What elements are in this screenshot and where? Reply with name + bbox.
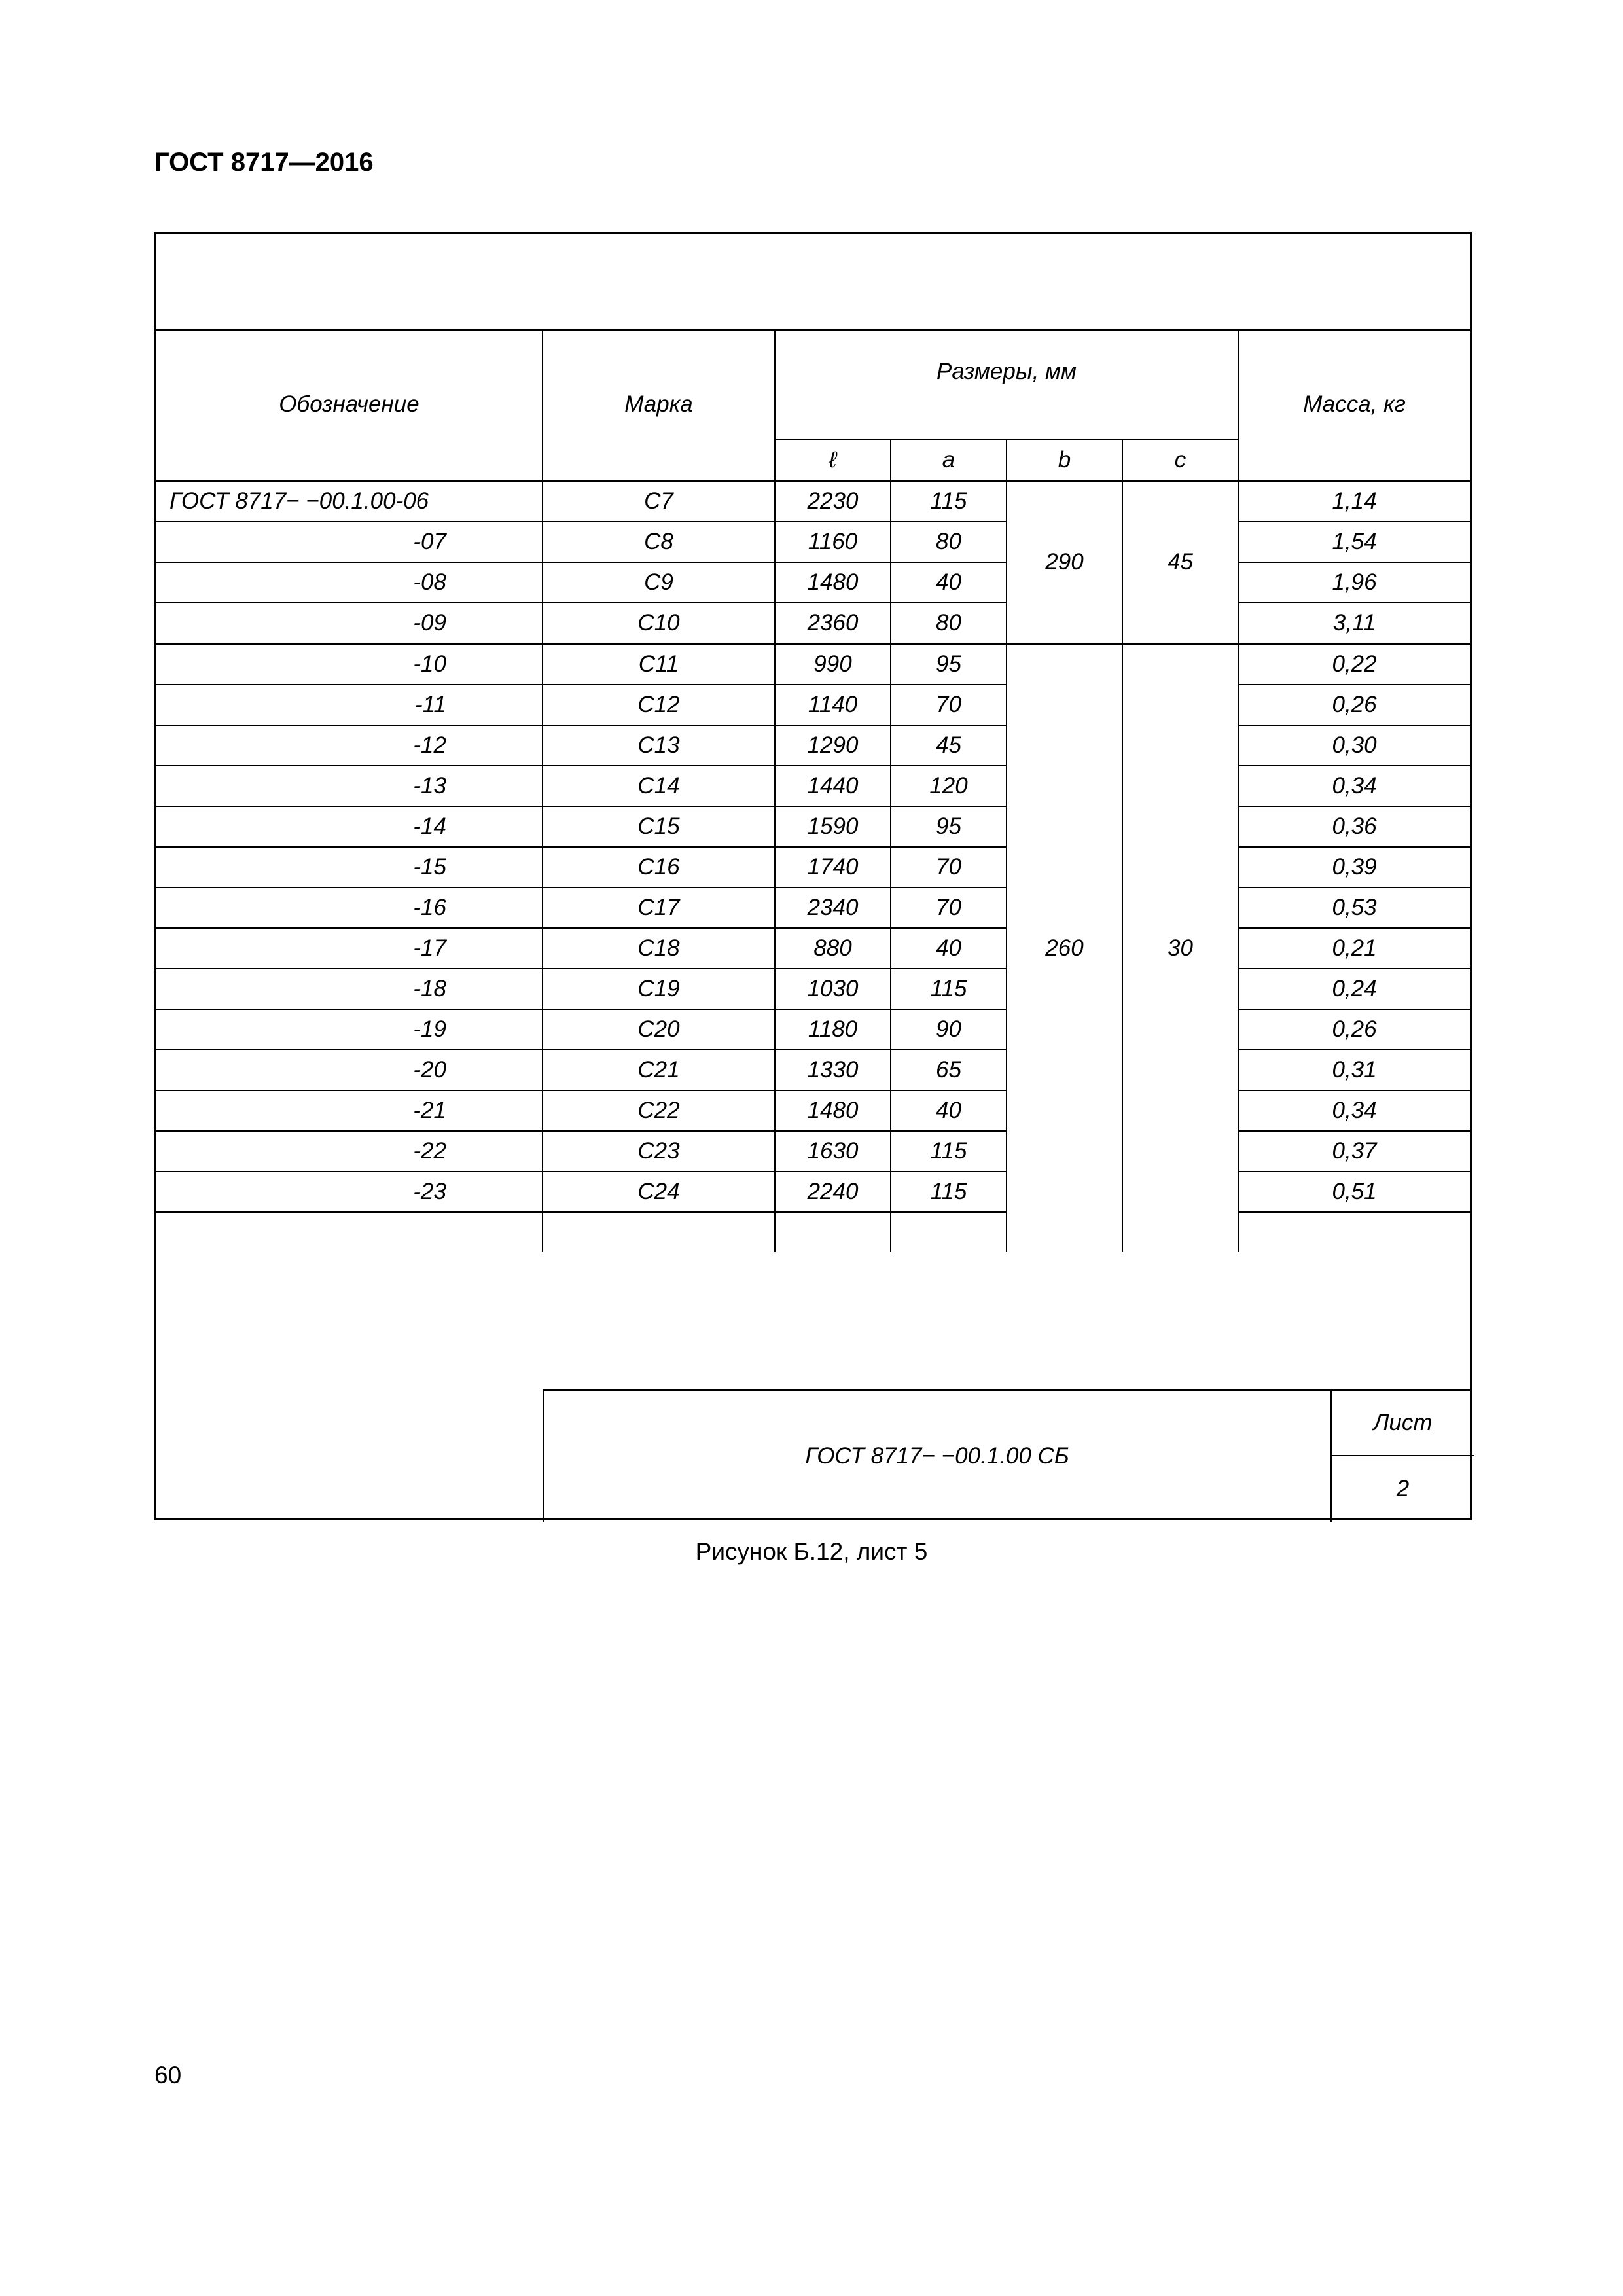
grade-cell: С23 [543, 1131, 775, 1172]
column-header-c: c [1122, 439, 1238, 481]
column-header-a: a [891, 439, 1007, 481]
designation-cell: -11 [156, 685, 543, 725]
title-block-designation: ГОСТ 8717− −00.1.00 СБ [805, 1443, 1069, 1469]
empty-cell [1238, 1212, 1470, 1252]
column-header-grade: Марка [543, 329, 775, 481]
mass-cell: 3,11 [1238, 603, 1470, 644]
table-row [156, 603, 1470, 644]
designation-cell: -16 [156, 888, 543, 928]
mass-cell: 0,26 [1238, 685, 1470, 725]
length-cell: 2230 [775, 481, 891, 522]
length-cell: 1590 [775, 806, 891, 847]
length-cell: 990 [775, 644, 891, 685]
length-cell: 2340 [775, 888, 891, 928]
grade-cell: С12 [543, 685, 775, 725]
grade-cell: С8 [543, 522, 775, 562]
sheet-box [1330, 1391, 1474, 1522]
designation-cell: -10 [156, 644, 543, 685]
designation-cell: -09 [156, 603, 543, 644]
designation-cell: -23 [156, 1172, 543, 1212]
mass-cell: 0,39 [1238, 847, 1470, 888]
a-cell: 95 [891, 806, 1007, 847]
grade-cell: С11 [543, 644, 775, 685]
grade-cell: С22 [543, 1090, 775, 1131]
designation-cell: -17 [156, 928, 543, 969]
length-cell: 1440 [775, 766, 891, 806]
designation-cell: -18 [156, 969, 543, 1009]
grade-cell: С18 [543, 928, 775, 969]
a-cell: 115 [891, 1172, 1007, 1212]
designation-cell: -19 [156, 1009, 543, 1050]
a-cell: 70 [891, 685, 1007, 725]
empty-cell [543, 1212, 775, 1252]
drawing-frame [154, 232, 1472, 1520]
length-cell: 1030 [775, 969, 891, 1009]
column-header-l: ℓ [775, 439, 891, 481]
table-row [156, 1090, 1470, 1131]
mass-cell: 0,34 [1238, 766, 1470, 806]
column-header-designation: Обозначение [156, 329, 543, 481]
a-cell: 80 [891, 522, 1007, 562]
mass-cell: 1,96 [1238, 562, 1470, 603]
length-cell: 1480 [775, 1090, 891, 1131]
designation-cell: -15 [156, 847, 543, 888]
figure-caption: Рисунок Б.12, лист 5 [695, 1538, 928, 1565]
empty-cell [156, 1212, 543, 1252]
mass-cell: 1,54 [1238, 522, 1470, 562]
length-cell: 1160 [775, 522, 891, 562]
designation-cell: -08 [156, 562, 543, 603]
length-cell: 1290 [775, 725, 891, 766]
c-group-cell: 45 [1122, 481, 1238, 644]
a-cell: 40 [891, 562, 1007, 603]
length-cell: 1630 [775, 1131, 891, 1172]
mass-cell: 0,21 [1238, 928, 1470, 969]
a-cell: 70 [891, 888, 1007, 928]
grade-cell: С13 [543, 725, 775, 766]
table-row [156, 644, 1470, 685]
length-cell: 1740 [775, 847, 891, 888]
mass-cell: 0,30 [1238, 725, 1470, 766]
a-cell: 115 [891, 481, 1007, 522]
document-header: ГОСТ 8717—2016 [154, 148, 374, 177]
length-cell: 1140 [775, 685, 891, 725]
a-cell: 70 [891, 847, 1007, 888]
a-cell: 65 [891, 1050, 1007, 1090]
b-group-cell: 290 [1007, 481, 1122, 644]
grade-cell: С10 [543, 603, 775, 644]
table-row-empty [156, 1212, 1470, 1252]
mass-cell: 0,26 [1238, 1009, 1470, 1050]
table-row [156, 928, 1470, 969]
mass-cell: 1,14 [1238, 481, 1470, 522]
table-row [156, 481, 1470, 522]
table-row [156, 1172, 1470, 1212]
grade-cell: С20 [543, 1009, 775, 1050]
empty-cell [891, 1212, 1007, 1252]
table-row [156, 969, 1470, 1009]
table-row [156, 562, 1470, 603]
table-row [156, 806, 1470, 847]
mass-cell: 0,31 [1238, 1050, 1470, 1090]
column-header-dimensions: Размеры, мм [775, 329, 1238, 439]
a-cell: 115 [891, 969, 1007, 1009]
designation-cell: -20 [156, 1050, 543, 1090]
mass-cell: 0,36 [1238, 806, 1470, 847]
column-header-mass: Масса, кг [1238, 329, 1470, 481]
a-cell: 40 [891, 1090, 1007, 1131]
title-block [543, 1389, 1472, 1522]
table-row [156, 725, 1470, 766]
table-row [156, 766, 1470, 806]
sheet-label: Лист [1332, 1391, 1474, 1456]
b-group-cell: 260 [1007, 644, 1122, 1253]
length-cell: 1480 [775, 562, 891, 603]
designation-cell: -21 [156, 1090, 543, 1131]
page-number: 60 [154, 2062, 182, 2089]
a-cell: 120 [891, 766, 1007, 806]
mass-cell: 0,37 [1238, 1131, 1470, 1172]
table-row [156, 847, 1470, 888]
grade-cell: С24 [543, 1172, 775, 1212]
a-cell: 90 [891, 1009, 1007, 1050]
mass-cell: 0,53 [1238, 888, 1470, 928]
length-cell: 2360 [775, 603, 891, 644]
grade-cell: С16 [543, 847, 775, 888]
mass-cell: 0,34 [1238, 1090, 1470, 1131]
grade-cell: С14 [543, 766, 775, 806]
table-row [156, 522, 1470, 562]
c-group-cell: 30 [1122, 644, 1238, 1253]
table-row [156, 685, 1470, 725]
length-cell: 1180 [775, 1009, 891, 1050]
grade-cell: С15 [543, 806, 775, 847]
grade-cell: С19 [543, 969, 775, 1009]
designation-cell: -14 [156, 806, 543, 847]
designation-cell: -13 [156, 766, 543, 806]
designation-cell: -12 [156, 725, 543, 766]
grade-cell: С9 [543, 562, 775, 603]
frame-top-band [156, 234, 1470, 331]
designation-cell: -22 [156, 1131, 543, 1172]
sheet-number: 2 [1396, 1476, 1410, 1501]
a-cell: 45 [891, 725, 1007, 766]
grade-cell: С17 [543, 888, 775, 928]
a-cell: 40 [891, 928, 1007, 969]
empty-cell [775, 1212, 891, 1252]
a-cell: 95 [891, 644, 1007, 685]
mass-cell: 0,24 [1238, 969, 1470, 1009]
grade-cell: С21 [543, 1050, 775, 1090]
column-header-b: b [1007, 439, 1122, 481]
mass-cell: 0,51 [1238, 1172, 1470, 1212]
length-cell: 1330 [775, 1050, 891, 1090]
length-cell: 2240 [775, 1172, 891, 1212]
grade-cell: С7 [543, 481, 775, 522]
table-row [156, 1131, 1470, 1172]
a-cell: 80 [891, 603, 1007, 644]
specification-table [156, 329, 1470, 1252]
designation-cell: -07 [156, 522, 543, 562]
length-cell: 880 [775, 928, 891, 969]
a-cell: 115 [891, 1131, 1007, 1172]
mass-cell: 0,22 [1238, 644, 1470, 685]
table-row [156, 888, 1470, 928]
designation-cell: ГОСТ 8717− −00.1.00-06 [156, 481, 543, 522]
table-row [156, 1050, 1470, 1090]
table-row [156, 1009, 1470, 1050]
